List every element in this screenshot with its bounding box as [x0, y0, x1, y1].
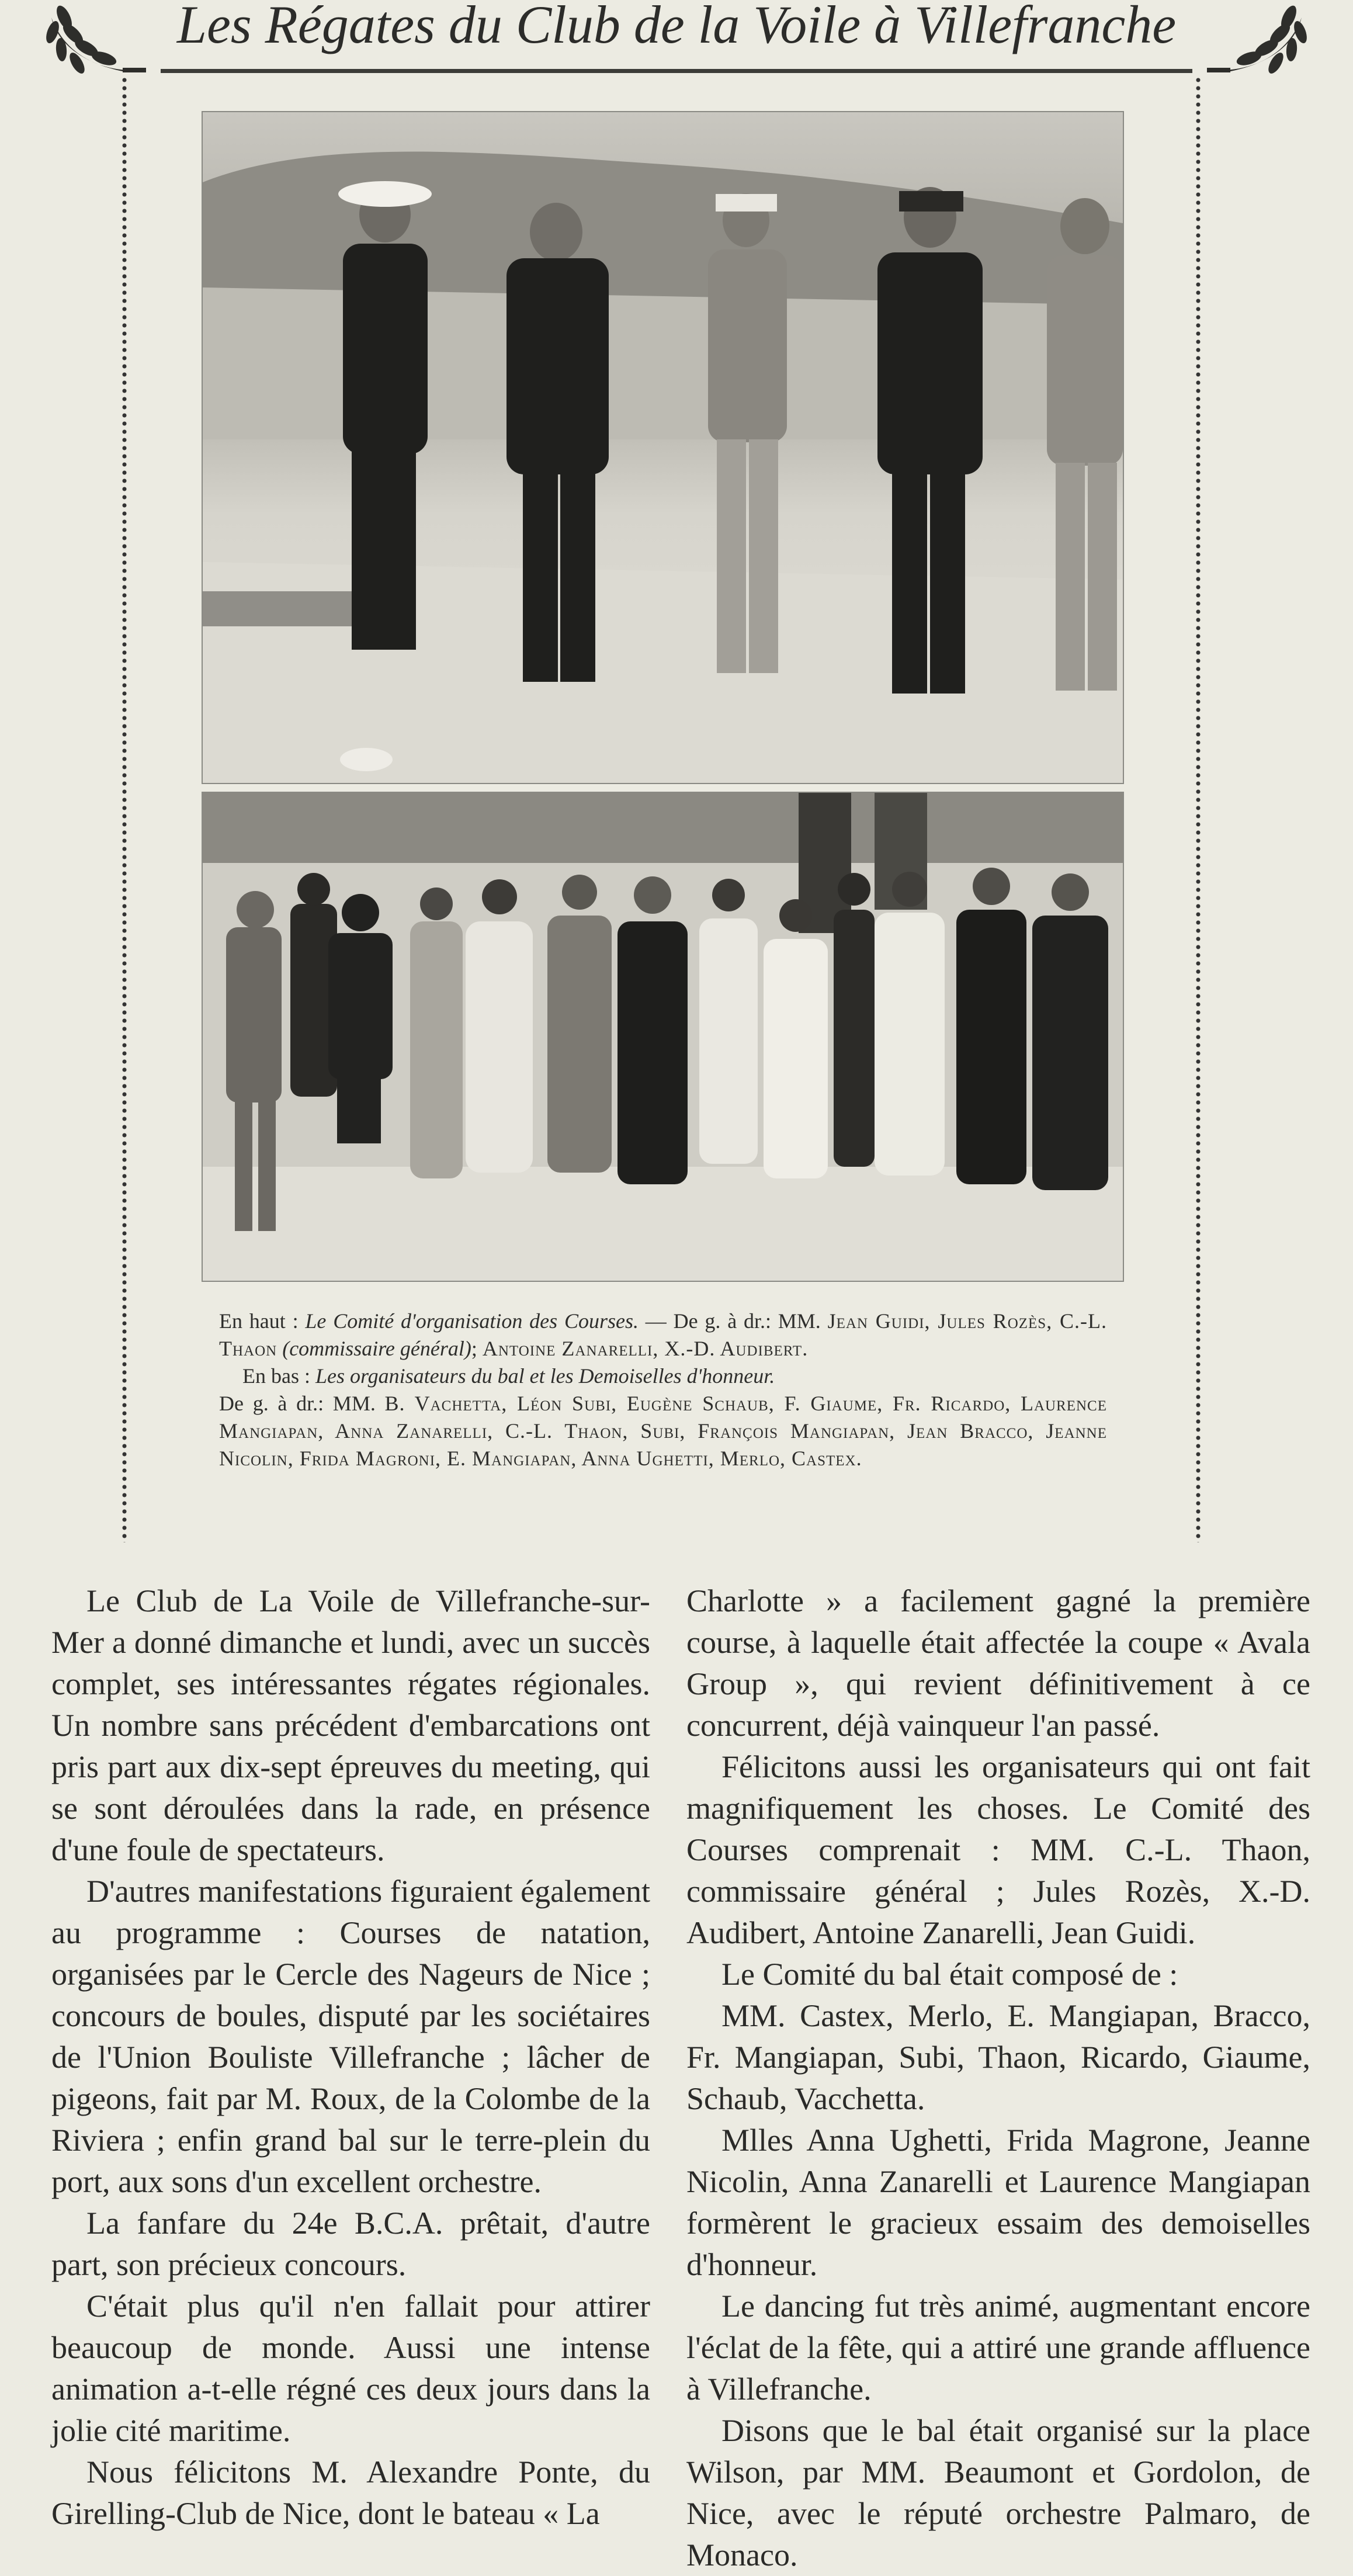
dotted-border-left	[120, 76, 129, 1542]
laurel-ornament-icon	[1207, 0, 1312, 75]
paragraph: Nous félicitons M. Alexandre Ponte, du Girelling-Club de Nice, dont le bateau « La	[51, 2454, 650, 2531]
paragraph: Le Comité du bal était composé de :	[721, 1957, 1178, 1992]
paragraph: Disons que le bal était organisé sur la place Wilson, par MM. Beaumont et Gordolon, de Nice, avec le réputé orchestre Palmaro, de Monaco.	[686, 2413, 1310, 2572]
caption-bottom-names: De g. à dr.: MM. B. Vachetta, Léon Subi, Eugène Schaub, F. Giaume, Fr. Ricardo, Laurence Mangiapan, Anna Zanarelli, C.-L. Thaon, Subi, François Mangiapan, Jean Bracco, Jeanne Nicolin, Frida Magroni, E. Mangiapan, Anna Ughetti, Merlo, Castex.	[219, 1392, 1108, 1470]
paragraph: MM. Castex, Merlo, E. Mangiapan, Bracco, Fr. Mangiapan, Subi, Thaon, Ricardo, Giaume, Schaub, Vacchetta.	[686, 1998, 1310, 2116]
photo-organising-committee	[202, 111, 1124, 784]
header-rule	[161, 69, 1192, 73]
paragraph: Mlles Anna Ughetti, Frida Magrone, Jeanne Nicolin, Anna Zanarelli et Laurence Mangiapan formèrent le gracieux essaim des demoiselles d'honneur.	[686, 2123, 1310, 2282]
paragraph: Le Club de La Voile de Villefranche-sur-Mer a donné dimanche et lundi, avec un succès complet, ses intéressantes régates régionales. Un nombre sans précédent d'embarcations ont pris part aux dix-sept épreuves du meeting, qui se sont déroulées dans la rade, en présence d'une foule de spectateurs.	[51, 1583, 650, 1867]
caption-bottom-title: En bas : Les organisateurs du bal et les Demoiselles d'honneur.	[242, 1364, 775, 1388]
paragraph: C'était plus qu'il n'en fallait pour attirer beaucoup de monde. Aussi une intense animation a-t-elle régné ces deux jours dans la jolie cité maritime.	[51, 2289, 650, 2448]
laurel-ornament-icon	[41, 0, 146, 75]
paragraph: D'autres manifestations figuraient également au programme : Courses de natation, organisées par le Cercle des Nageurs de Nice ; concours de boules, disputé par les sociétaires de l'Union Bouliste Villefranche ; lâcher de pigeons, fait par M. Roux, de la Colombe de la Riviera ; enfin grand bal sur le terre-plein du port, aux sons d'un excellent orchestre.	[51, 1874, 650, 2199]
page-header	[41, 0, 1312, 76]
paragraph: La fanfare du 24e B.C.A. prêtait, d'autre part, son précieux concours.	[51, 2206, 650, 2282]
paragraph: Félicitons aussi les organisateurs qui ont fait magnifiquement les choses. Le Comité des Courses comprenait : MM. C.-L. Thaon, commissaire général ; Jules Rozès, X.-D. Audibert, Antoine Zanarelli, Jean Guidi.	[686, 1749, 1310, 1950]
paragraph: Charlotte » a facilement gagné la première course, à laquelle était affectée la coupe « Avala Group », qui revient définitivement à ce concurrent, déjà vainqueur l'an passé.	[686, 1583, 1310, 1743]
photo-caption	[219, 1308, 1107, 1472]
dotted-border-right	[1194, 76, 1202, 1542]
caption-top: En haut : Le Comité d'organisation des Courses. — De g. à dr.: MM. Jean Guidi, Jules Rozès, C.-L. Thaon (commissaire général); Antoine Zanarelli, X.-D. Audibert.	[219, 1309, 1107, 1360]
paragraph: Le dancing fut très animé, augmentant encore l'éclat de la fête, qui a attiré une grande affluence à Villefranche.	[686, 2289, 1310, 2407]
article-column-right	[686, 1580, 1310, 2576]
photo-ball-organisers	[202, 792, 1124, 1282]
article-column-left	[51, 1580, 650, 2535]
page-title: Les Régates du Club de la Voile à Villefranche	[176, 0, 1177, 54]
